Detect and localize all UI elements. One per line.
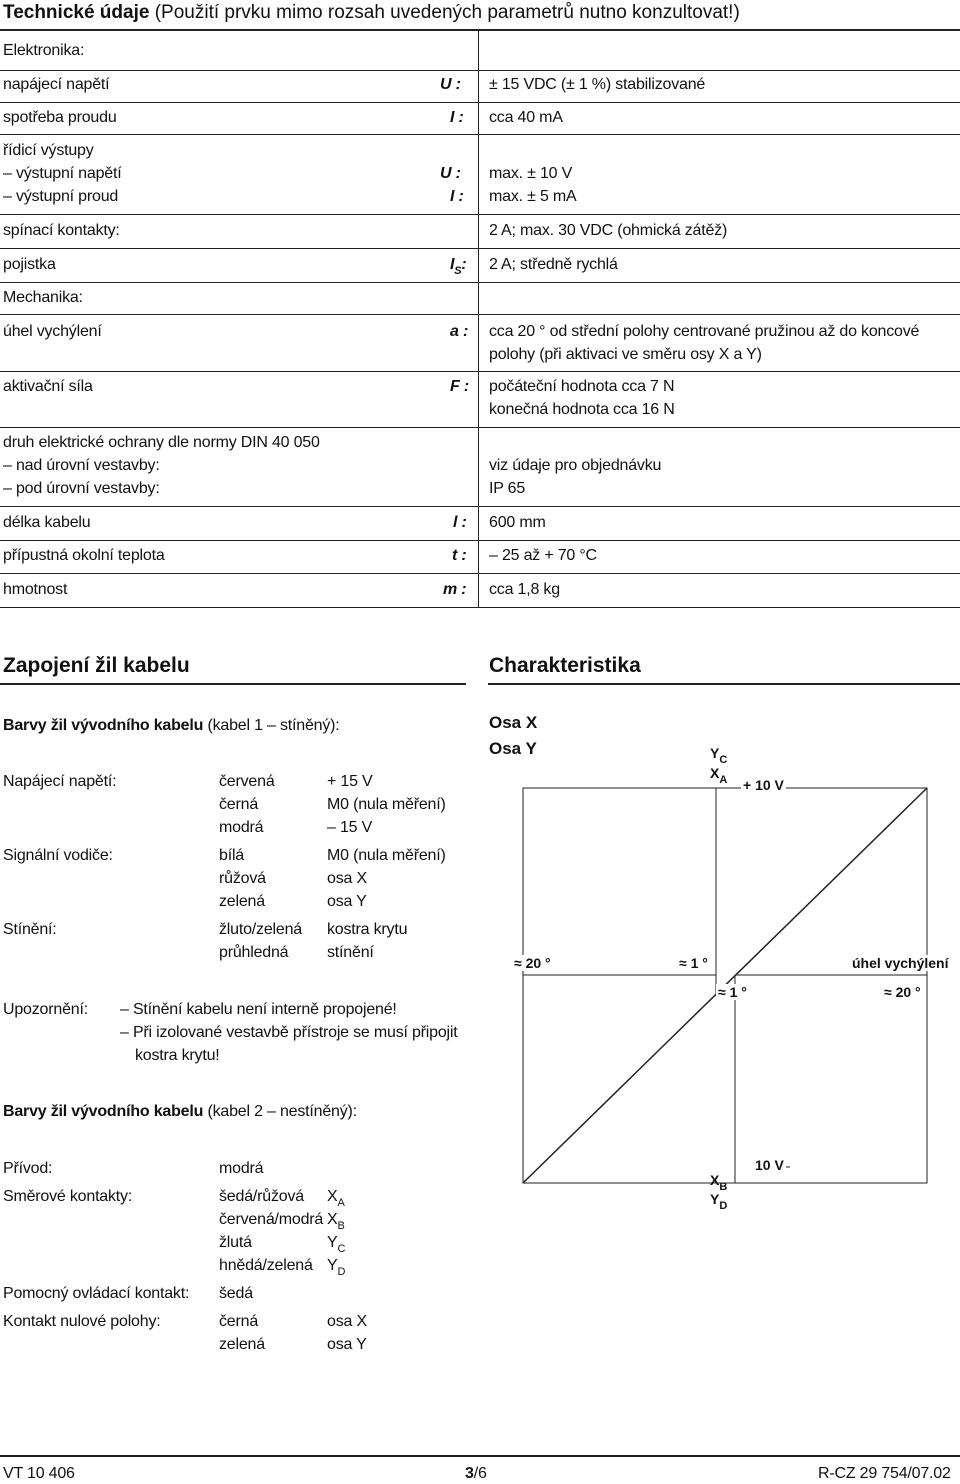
spec-value: viz údaje pro objednávku (489, 457, 662, 474)
footer-doc-id: VT 10 406 (3, 1465, 75, 1482)
wire-function: osa Y (327, 893, 367, 910)
spec-value: cca 20 ° od střední polohy centrované pružinou až do koncové (489, 323, 920, 340)
footer-ref: R-CZ 29 754/07.02 (818, 1465, 951, 1482)
section-mechanika: Mechanika: (3, 289, 83, 306)
spec-value: cca 1,8 kg (489, 581, 560, 598)
contact-letter: X (327, 1211, 338, 1228)
contact-letter: Y (327, 1234, 338, 1251)
cable-heading-bold: Barvy žil vývodního kabelu (3, 717, 204, 734)
wire-color: průhledná (219, 944, 289, 961)
contact-sub: A (337, 1197, 345, 1209)
spec-symbol: I : (450, 188, 464, 205)
spec-label: napájecí napětí (3, 76, 110, 93)
wire-color: růžová (219, 870, 266, 887)
warning-text: – Při izolované vestavbě přístroje se musí připojit (120, 1024, 458, 1041)
label-letter: X (710, 765, 720, 781)
wire-color: šedá/růžová (219, 1188, 304, 1205)
section-elektronika: Elektronika: (3, 42, 85, 59)
spec-symbol: t : (452, 547, 467, 564)
warning-text: kostra krytu! (135, 1047, 220, 1064)
wire-color: zelená (219, 1336, 265, 1353)
contact-sub: D (337, 1266, 346, 1278)
spec-label: přípustná okolní teplota (3, 547, 165, 564)
wire-function: stínění (327, 944, 374, 961)
spec-symbol: a : (450, 323, 469, 340)
cable-heading-rest: (kabel 2 – nestíněný): (207, 1103, 357, 1120)
sym-colon: : (461, 256, 467, 273)
label-sub: A (719, 774, 728, 786)
spec-label: spotřeba proudu (3, 109, 117, 126)
contact-sub: B (337, 1220, 345, 1232)
footer-rule (0, 1455, 960, 1457)
cable-heading-bold: Barvy žil vývodního kabelu (3, 1103, 204, 1120)
wire-group-label: Kontakt nulové polohy: (3, 1313, 161, 1330)
spec-value: IP 65 (489, 480, 526, 497)
label-sub: C (719, 754, 728, 766)
wire-color: žluto/zelená (219, 921, 302, 938)
label-plus20deg: ≈ 20 ° (884, 984, 921, 1000)
wire-color: červená/modrá (219, 1211, 324, 1228)
wire-color: hnědá/zelená (219, 1257, 313, 1274)
wire-color: černá (219, 796, 259, 813)
wire-color: černá (219, 1313, 259, 1330)
spec-label: – nad úrovní vestavby: (3, 457, 160, 474)
wire-group-label: Napájecí napětí: (3, 773, 117, 790)
page-number: 3 (465, 1465, 474, 1482)
label-uhel-vychyleni: úhel vychýlení (852, 955, 949, 971)
wire-group-label: Přívod: (3, 1160, 53, 1177)
contact-sub: C (337, 1243, 346, 1255)
label-xa (710, 765, 728, 786)
spec-value: – 25 až + 70 °C (489, 547, 597, 564)
title-note: (Použití prvku mimo rozsah uvedených parametrů nutno konzultovat!) (154, 2, 740, 23)
warning-label: Upozornění: (3, 1001, 88, 1018)
label-letter: Y (710, 1191, 720, 1207)
spec-label: úhel vychýlení (3, 323, 102, 340)
spec-value: počáteční hodnota cca 7 N (489, 378, 675, 395)
spec-value: konečná hodnota cca 16 N (489, 401, 675, 418)
spec-symbol: l : (453, 514, 467, 531)
spec-value: polohy (při aktivaci ve směru osy X a Y) (489, 346, 762, 363)
spec-label: – pod úrovní vestavby: (3, 480, 160, 497)
label-10v: 10 V (755, 1157, 784, 1173)
wire-group-label: Signální vodiče: (3, 847, 113, 864)
spec-value: cca 40 mA (489, 109, 563, 126)
spec-symbol: U : (440, 165, 461, 182)
label-letter: X (710, 1172, 720, 1188)
spec-label: – výstupní proud (3, 188, 119, 205)
label-plus1deg: ≈ 1 ° (718, 984, 747, 1000)
label-sub: D (719, 1200, 728, 1212)
wire-color: šedá (219, 1285, 253, 1302)
spec-value: max. ± 5 mA (489, 188, 577, 205)
contact-letter: Y (327, 1257, 338, 1274)
spec-label: druh elektrické ochrany dle normy DIN 40 050 (3, 434, 320, 451)
wire-color: žlutá (219, 1234, 252, 1251)
label-minus20deg: ≈ 20 ° (511, 955, 554, 971)
wire-group-label: Pomocný ovládací kontakt: (3, 1285, 190, 1302)
spec-label: hmotnost (3, 581, 68, 598)
label-yd (710, 1191, 728, 1212)
wire-group-label: Stínění: (3, 921, 57, 938)
wire-group-label: Směrové kontakty: (3, 1188, 133, 1205)
wire-function: kostra krytu (327, 921, 408, 938)
heading-zapojeni: Zapojení žil kabelu (3, 654, 190, 677)
spec-label: – výstupní napětí (3, 165, 122, 182)
axis-y-label: Osa Y (489, 739, 537, 758)
spec-label: pojistka (3, 256, 56, 273)
contact-letter: X (327, 1188, 338, 1205)
label-plus10v: + 10 V (743, 777, 784, 793)
wire-function: M0 (nula měření) (327, 796, 446, 813)
spec-value: ± 15 VDC (± 1 %) stabilizované (489, 76, 706, 93)
spec-value: 2 A; max. 30 VDC (ohmická zátěž) (489, 222, 728, 239)
spec-symbol: m : (443, 581, 467, 598)
wire-function: + 15 V (327, 773, 373, 790)
wire-color: zelená (219, 893, 265, 910)
sym-i: I (450, 256, 455, 273)
label-yc (710, 745, 728, 766)
cable-heading-rest: (kabel 1 – stíněný): (207, 717, 340, 734)
spec-label: délka kabelu (3, 514, 91, 531)
spec-label: spínací kontakty: (3, 222, 120, 239)
label-xb (710, 1172, 728, 1193)
label-letter: Y (710, 745, 720, 761)
warning-text: – Stínění kabelu není interně propojené! (120, 1001, 397, 1018)
spec-label: řídicí výstupy (3, 142, 94, 159)
wire-function: – 15 V (327, 819, 373, 836)
spec-value: 2 A; středně rychlá (489, 256, 618, 273)
wire-function: osa X (327, 1313, 367, 1330)
axis-x-label: Osa X (489, 713, 538, 732)
spec-symbol: I : (450, 109, 464, 126)
heading-charakteristika: Charakteristika (489, 654, 641, 677)
footer-page (465, 1465, 487, 1483)
wire-color: modrá (219, 819, 264, 836)
wire-function: osa X (327, 870, 367, 887)
spec-label: aktivační síla (3, 378, 93, 395)
label-sub: B (719, 1181, 728, 1193)
wire-color: červená (219, 773, 275, 790)
spec-symbol: F : (450, 378, 469, 395)
spec-value: max. ± 10 V (489, 165, 573, 182)
wire-function: osa Y (327, 1336, 367, 1353)
wire-color: modrá (219, 1160, 264, 1177)
spec-value: 600 mm (489, 514, 546, 531)
label-minus1deg: ≈ 1 ° (679, 955, 708, 971)
wire-function: M0 (nula měření) (327, 847, 446, 864)
title-bold: Technické údaje (3, 2, 150, 23)
page-total: /6 (473, 1465, 487, 1482)
sym-sub: S (454, 265, 462, 277)
wire-color: bílá (219, 847, 244, 864)
spec-symbol: U : (440, 76, 461, 93)
